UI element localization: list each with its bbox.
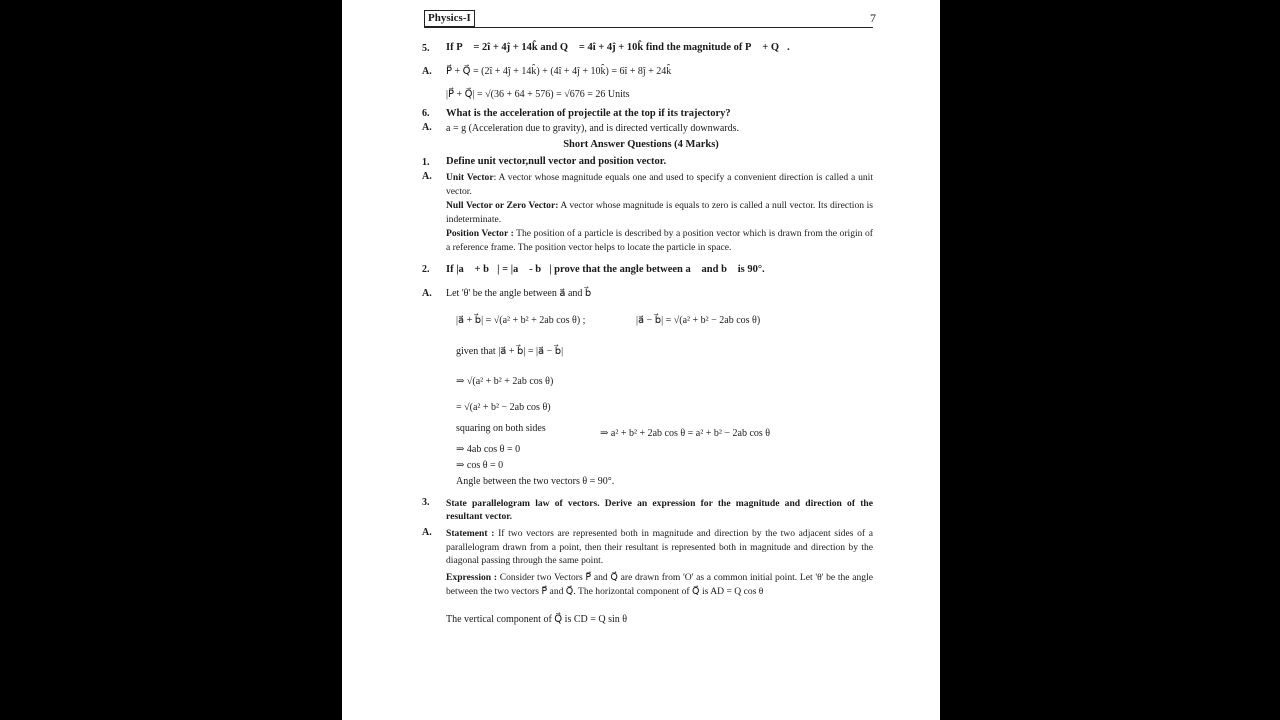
subject-header: Physics-I (424, 10, 475, 27)
s3-number: 3. (422, 497, 430, 508)
expression-text: Consider two Vectors P⃗ and Q⃗ are drawn from 'O' as a common initial point. Let 'θ' be the angle between the two vectors P⃗ and Q⃗. The horizontal component of Q⃗ is AD = Q cos θ (446, 572, 873, 597)
s2-intro: Let 'θ' be the angle between a⃗ and b⃗ (446, 288, 592, 299)
null-vector-term: Null Vector or Zero Vector: (446, 200, 559, 211)
s2-conclusion: Angle between the two vectors θ = 90°. (456, 476, 615, 487)
q6-question: What is the acceleration of projectile at the top if its trajectory? (446, 108, 731, 119)
position-vector-text: The position of a particle is described by a position vector which is drawn from the origin of a reference frame. The position vector helps to locate the particle in space. (446, 228, 873, 253)
q5-question: If P⃗ = 2î + 4ĵ + 14k̂ and Q⃗ = 4î + 4ĵ + 10k̂ find the magnitude of P⃗ + Q⃗. (446, 42, 790, 53)
q6-number: 6. (422, 108, 430, 119)
s2-step2: = √(a² + b² − 2ab cos θ) (456, 402, 551, 413)
s2-step5: ⇒ cos θ = 0 (456, 460, 504, 471)
document-page (342, 0, 940, 720)
q6-answer: a = g (Acceleration due to gravity), and is directed vertically downwards. (446, 123, 740, 134)
q5-answer-line2: |P⃗ + Q⃗| = √(36 + 64 + 576) = √676 = 26 Units (446, 89, 630, 100)
q5-number: 5. (422, 43, 430, 54)
unit-vector-term: Unit Vector (446, 172, 494, 183)
s3-answer-label: A. (422, 527, 432, 538)
s2-number: 2. (422, 264, 430, 275)
s2-step4: ⇒ 4ab cos θ = 0 (456, 444, 521, 455)
s3-statement-para (446, 527, 873, 568)
statement-text: If two vectors are represented both in magnitude and direction by the two adjacent sides of a parallelogram drawn from a point, then their resultant is represented both in magnitude and direction by the diagonal passing through the same point. (446, 528, 874, 566)
s2-given: given that |a⃗ + b⃗| = |a⃗ − b⃗| (456, 346, 564, 357)
q6-answer-label: A. (422, 122, 432, 133)
expression-term: Expression : (446, 572, 498, 583)
null-vector-text: A vector whose magnitude is equals to zero is called a null vector. Its direction is indeterminate. (446, 200, 873, 225)
s1-null-vector-para (446, 199, 873, 226)
page-number: 7 (870, 11, 876, 25)
s2-question: If |a⃗ + b⃗| = |a⃗ - b⃗| prove that the angle between a⃗ and b⃗ is 90°. (446, 264, 765, 275)
s3-question: State parallelogram law of vectors. Derive an expression for the magnitude and direction of the resultant vector. (446, 498, 873, 522)
s3-vertical-component: The vertical component of Q⃗ is CD = Q sin θ (446, 614, 628, 625)
unit-vector-text: : A vector whose magnitude equals one and used to specify a convenient direction is called a unit vector. (446, 172, 873, 197)
s2-step3: ⇒ a² + b² + 2ab cos θ = a² + b² − 2ab cos θ (600, 428, 771, 439)
s1-answer-label: A. (422, 171, 432, 182)
position-vector-term: Position Vector : (446, 228, 514, 239)
s2-eq-diff: |a⃗ − b⃗| = √(a² + b² − 2ab cos θ) (636, 315, 761, 326)
s2-eq-sum: |a⃗ + b⃗| = √(a² + b² + 2ab cos θ) ; (456, 315, 586, 326)
s2-step1: ⇒ √(a² + b² + 2ab cos θ) (456, 376, 554, 387)
s2-squaring-note: squaring on both sides (456, 423, 546, 434)
s1-unit-vector-para (446, 171, 873, 198)
s3-expression-para (446, 571, 873, 598)
s1-question: Define unit vector,null vector and position vector. (446, 156, 667, 167)
q5-answer-label: A. (422, 66, 432, 77)
statement-term: Statement : (446, 528, 495, 539)
s1-position-vector-para (446, 227, 873, 254)
s2-answer-label: A. (422, 288, 432, 299)
header-rule (424, 27, 873, 28)
q5-answer-line1: P⃗ + Q⃗ = (2î + 4ĵ + 14k̂) + (4î + 4ĵ + 10k̂) = 6î + 8ĵ + 24k̂ (446, 66, 672, 77)
s1-number: 1. (422, 157, 430, 168)
section-title: Short Answer Questions (4 Marks) (563, 139, 719, 150)
